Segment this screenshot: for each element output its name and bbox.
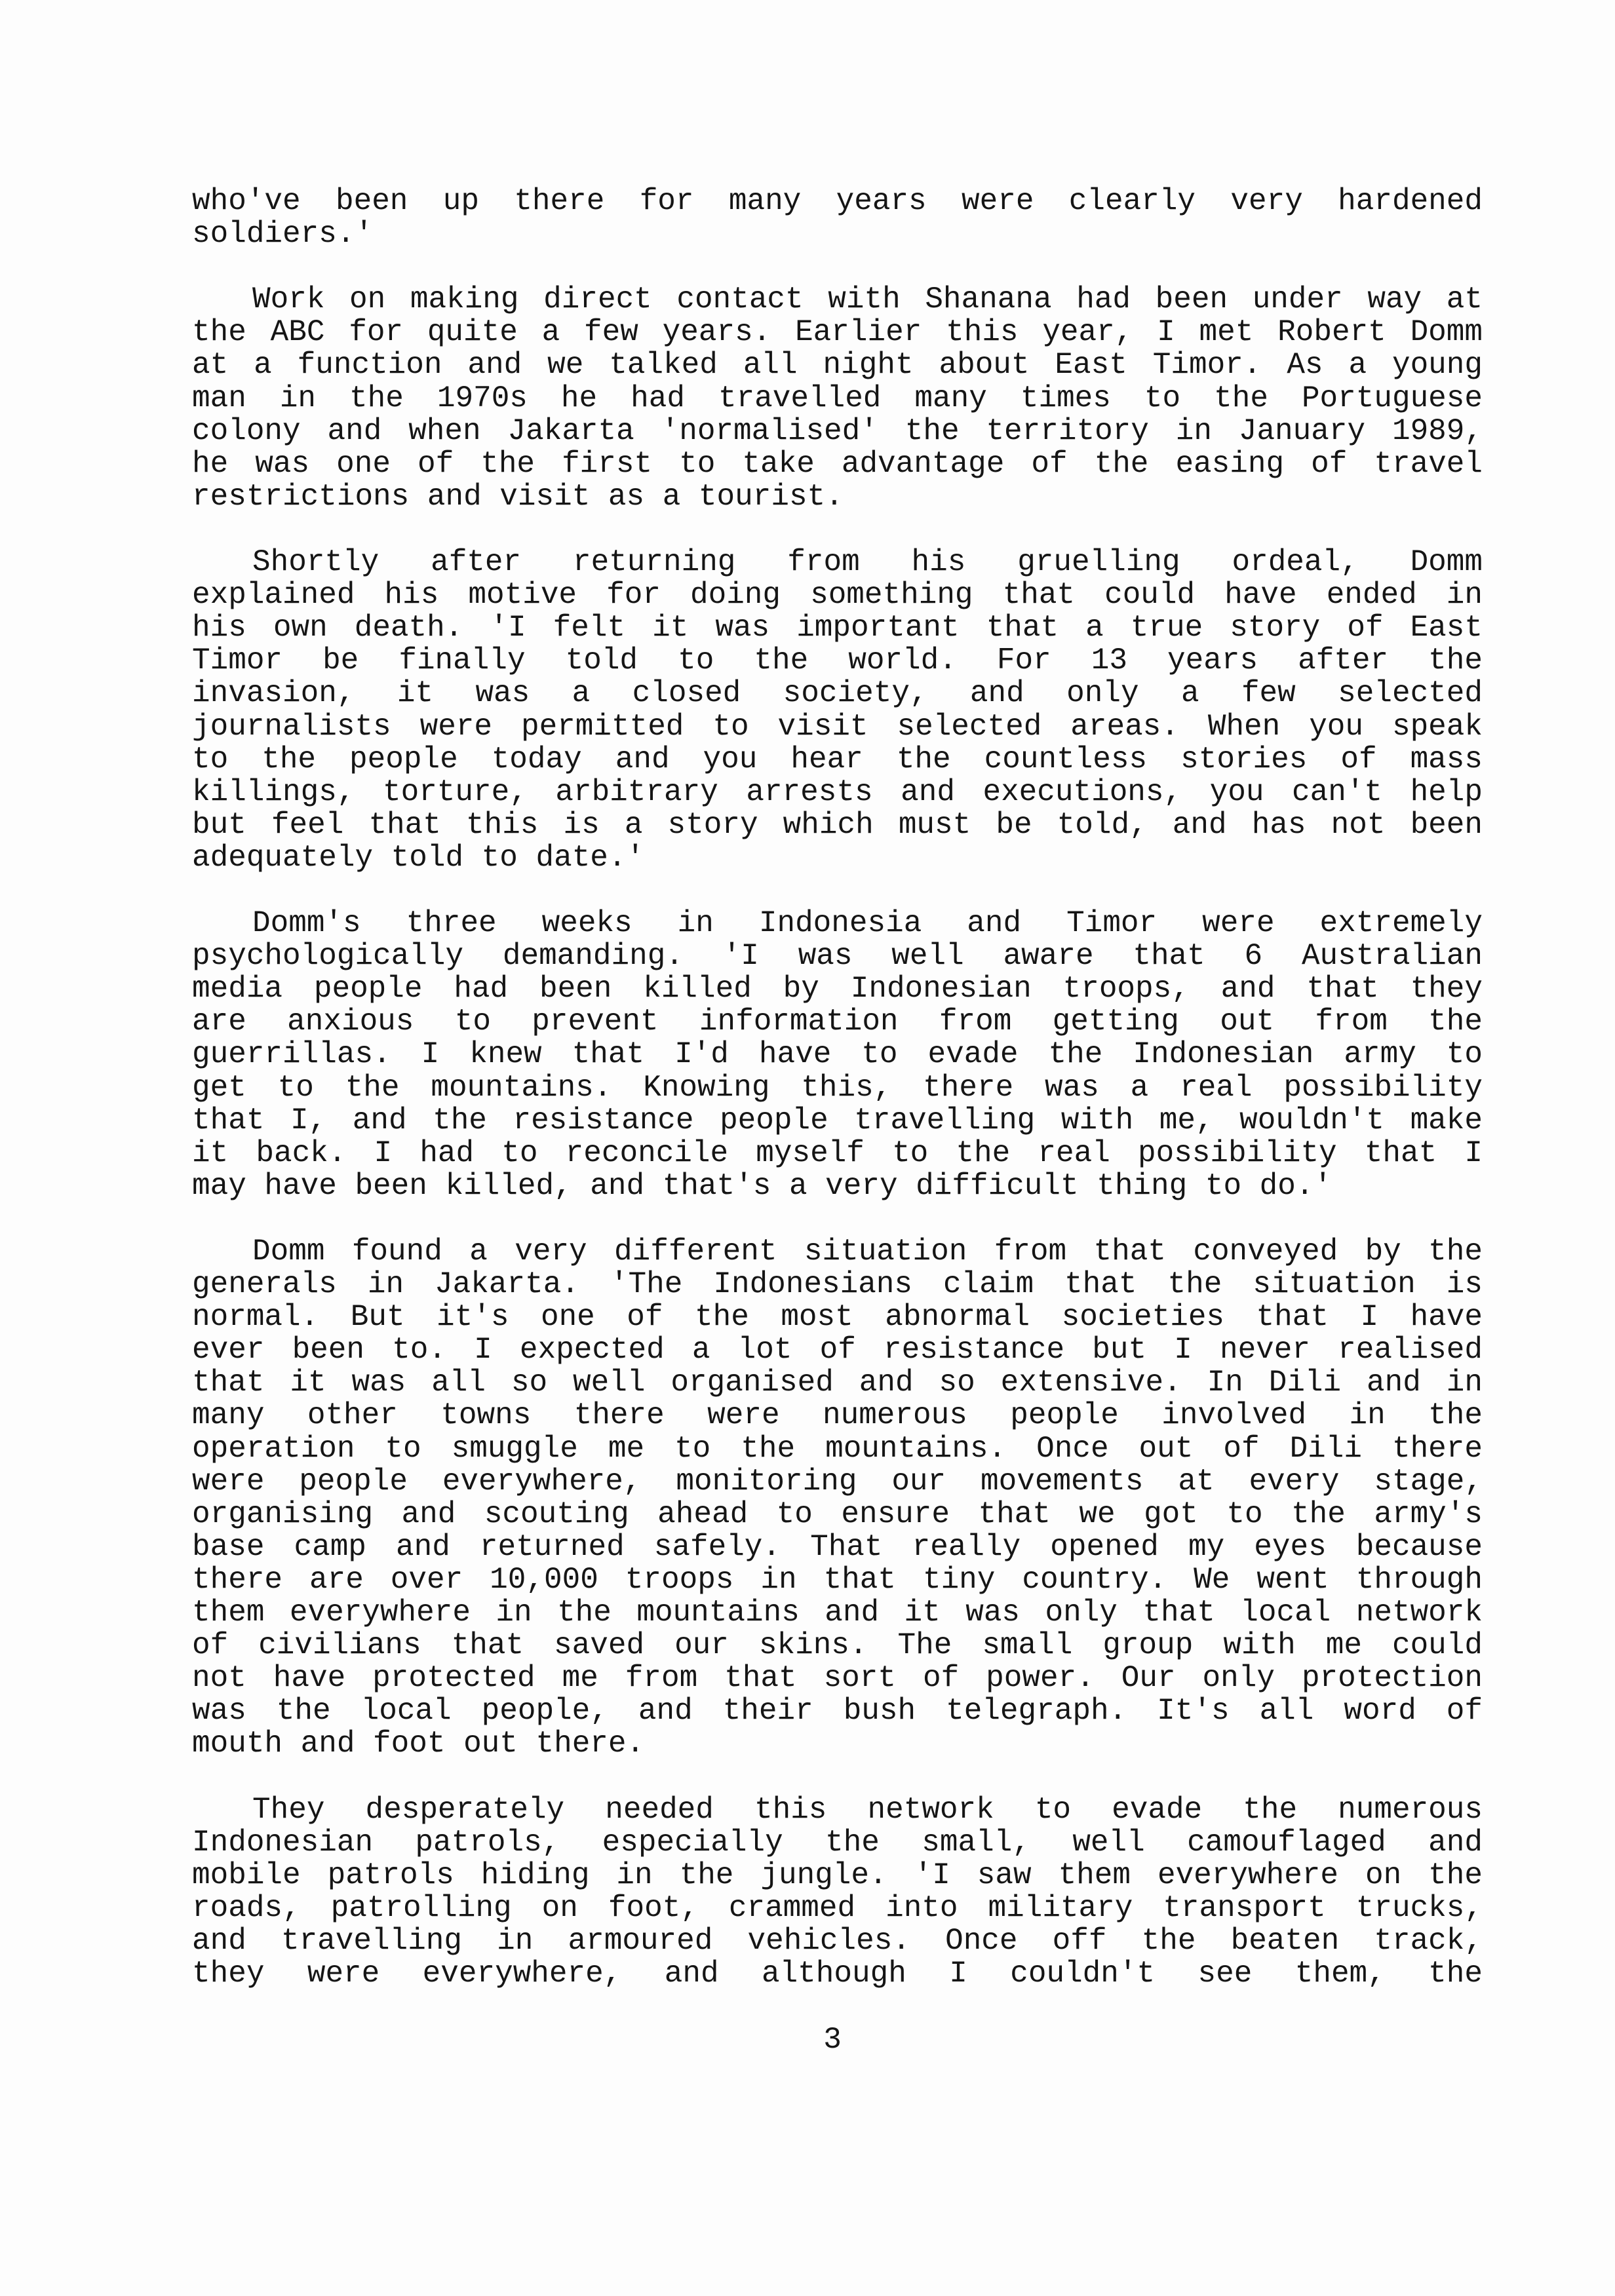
text-line: roads, patrolling on foot, crammed into military transport trucks, [192, 1891, 1483, 1924]
text-line: operation to smuggle me to the mountains. Once out of Dili there [192, 1432, 1483, 1465]
text-line: man in the 1970s he had travelled many times to the Portuguese [192, 381, 1483, 415]
text-line: colony and when Jakarta 'normalised' the territory in January 1989, [192, 414, 1483, 448]
text-line: he was one of the first to take advantage of the easing of travel [192, 447, 1483, 480]
paragraph [192, 1235, 1483, 1761]
text-line: his own death. 'I felt it was important that a true story of East [192, 611, 1483, 645]
text-line: invasion, it was a closed society, and only a few selected [192, 677, 1483, 710]
document-body [192, 185, 1483, 1990]
text-line: get to the mountains. Knowing this, there was a real possibility [192, 1071, 1483, 1104]
text-line: psychologically demanding. 'I was well aware that 6 Australian [192, 940, 1483, 973]
text-line: but feel that this is a story which must be told, and has not been [192, 808, 1483, 841]
text-line: adequately told to date.' [192, 841, 645, 874]
text-line: soldiers.' [192, 218, 374, 251]
text-line: that it was all so well organised and so extensive. In Dili and in [192, 1366, 1483, 1400]
text-line: base camp and returned safely. That really opened my eyes because [192, 1530, 1483, 1563]
text-line: who've been up there for many years were clearly very hardened [192, 185, 1483, 218]
text-line: generals in Jakarta. 'The Indonesians claim that the situation is [192, 1268, 1483, 1301]
text-line: was the local people, and their bush telegraph. It's all word of [192, 1694, 1483, 1728]
paragraph [192, 1793, 1483, 1991]
paragraph-gap [192, 874, 1483, 907]
text-line: Domm found a very different situation from that conveyed by the [252, 1235, 1483, 1269]
text-line: restrictions and visit as a tourist. [192, 480, 844, 513]
text-line: them everywhere in the mountains and it was only that local network [192, 1596, 1483, 1630]
paragraph-gap [192, 1761, 1483, 1793]
paragraph [192, 907, 1483, 1202]
text-line: organising and scouting ahead to ensure that we got to the army's [192, 1497, 1483, 1531]
text-line: normal. But it's one of the most abnormal societies that I have [192, 1301, 1483, 1334]
text-line: the ABC for quite a few years. Earlier this year, I met Robert Domm [192, 316, 1483, 349]
paragraph-gap [192, 513, 1483, 546]
text-line: to the people today and you hear the countless stories of mass [192, 742, 1483, 776]
page-number: 3 [823, 2023, 842, 2057]
text-line: media people had been killed by Indonesian troops, and that they [192, 972, 1483, 1006]
text-line: many other towns there were numerous people involved in the [192, 1399, 1483, 1432]
text-line: they were everywhere, and although I couldn't see them, the [192, 1957, 1483, 1991]
text-line: and travelling in armoured vehicles. Once off the beaten track, [192, 1924, 1483, 1958]
text-line: that I, and the resistance people travelling with me, wouldn't make [192, 1103, 1483, 1137]
text-line: of civilians that saved our skins. The small group with me could [192, 1629, 1483, 1662]
text-line: Timor be finally told to the world. For 13 years after the [192, 644, 1483, 678]
text-line: may have been killed, and that's a very difficult thing to do.' [192, 1169, 1333, 1202]
paragraph-gap [192, 1202, 1483, 1235]
text-line: Shortly after returning from his gruelling ordeal, Domm [252, 546, 1483, 579]
text-line: mobile patrols hiding in the jungle. 'I saw them everywhere on the [192, 1858, 1483, 1892]
text-line: at a function and we talked all night about East Timor. As a young [192, 349, 1483, 382]
paragraph-gap [192, 250, 1483, 283]
text-line: They desperately needed this network to evade the numerous [252, 1793, 1483, 1826]
text-line: Work on making direct contact with Shanana had been under way at [252, 283, 1483, 316]
text-line: guerrillas. I knew that I'd have to evade the Indonesian army to [192, 1038, 1483, 1071]
text-line: killings, torture, arbitrary arrests and executions, you can't help [192, 775, 1483, 809]
text-line: journalists were permitted to visit selected areas. When you speak [192, 710, 1483, 743]
text-line: are anxious to prevent information from getting out from the [192, 1005, 1483, 1039]
paragraph [192, 185, 1483, 250]
text-line: ever been to. I expected a lot of resistance but I never realised [192, 1333, 1483, 1367]
text-line: it back. I had to reconcile myself to the real possibility that I [192, 1136, 1483, 1170]
text-line: explained his motive for doing something that could have ended in [192, 579, 1483, 612]
paragraph [192, 283, 1483, 513]
text-line: not have protected me from that sort of power. Our only protection [192, 1662, 1483, 1695]
paragraph [192, 546, 1483, 874]
text-line: mouth and foot out there. [192, 1727, 645, 1761]
text-line: Domm's three weeks in Indonesia and Timor were extremely [252, 907, 1483, 940]
text-line: there are over 10,000 troops in that tiny country. We went through [192, 1563, 1483, 1597]
text-line: Indonesian patrols, especially the small, well camouflaged and [192, 1826, 1483, 1859]
text-line: were people everywhere, monitoring our movements at every stage, [192, 1464, 1483, 1498]
